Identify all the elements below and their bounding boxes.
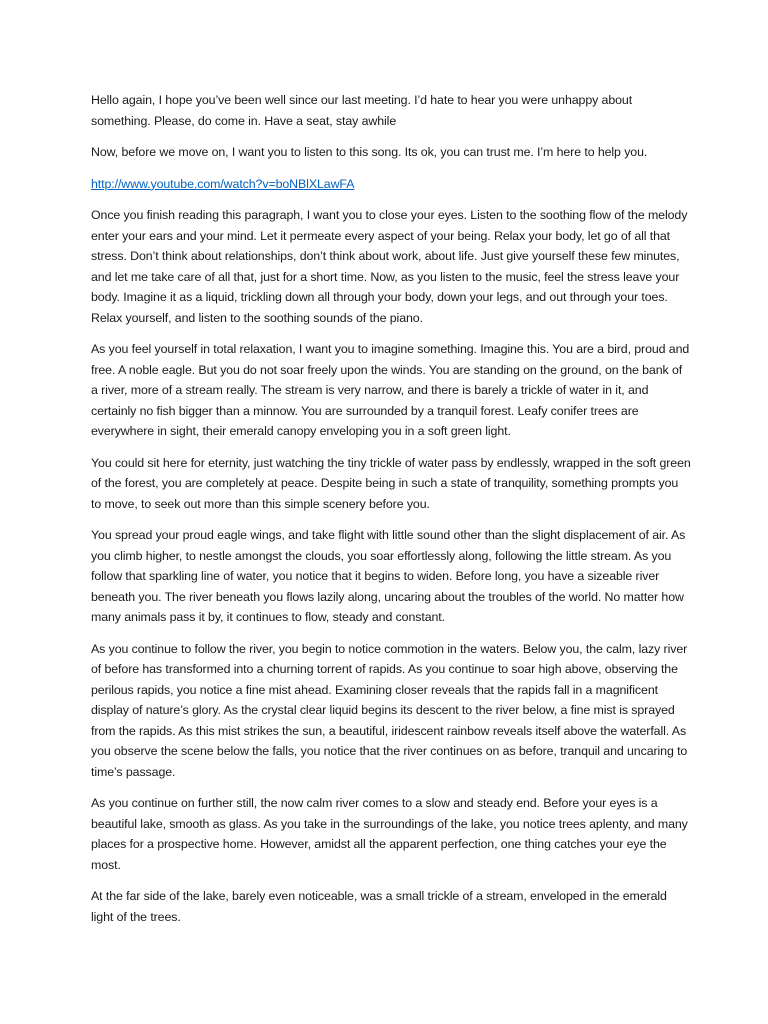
- paragraph-flight: You spread your proud eagle wings, and take flight with little sound other than the slight displacement of air. As you climb higher, to nestle amongst the clouds, you soar effortlessly along, following the little stream. As you follow that sparkling line of water, you notice that it begins to widen. Before long, you have a sizeable river beneath you. The river beneath you flows lazily along, uncaring about the troubles of the world. No matter how many animals pass it by, it continues to flow, steady and constant.: [91, 528, 686, 624]
- paragraph-bird: As you feel yourself in total relaxation, I want you to imagine something. Imagine this. You are a bird, proud and free. A noble eagle. But you do not soar freely upon the winds. You are standing on the ground, on the bank of a river, more of a stream really. The stream is very narrow, and there is barely a trickle of water in it, and certainly no fish bigger than a minnow. You are surrounded by a tranquil forest. Leafy conifer trees are everywhere in sight, their emerald canopy enveloping you in a soft green light.: [91, 342, 690, 438]
- youtube-link[interactable]: http://www.youtube.com/watch?v=boNBlXLawFA: [91, 176, 355, 191]
- paragraph-rapids: As you continue to follow the river, you begin to notice commotion in the waters. Below you, the calm, lazy river of before has transformed into a churning torrent of rapids. As you continue to soar high above, observing the perilous rapids, you notice a fine mist ahead. Examining closer reveals that the rapids fall in a magnificent display of nature’s glory. As the crystal clear liquid begins its descent to the river below, a fine mist is sprayed from the rapids. As this mist strikes the sun, a beautiful, iridescent rainbow reveals itself above the waterfall. As you observe the scene below the falls, you notice that the river continues on as before, tranquil and uncaring to time’s passage.: [91, 641, 688, 779]
- paragraph-greeting: Hello again, I hope you’ve been well since our last meeting. I’d hate to hear you were unhappy about something. Please, do come in. Have a seat, stay awhile: [91, 93, 633, 128]
- paragraph-relax: Once you finish reading this paragraph, I want you to close your eyes. Listen to the soothing flow of the melody enter your ears and your mind. Let it permeate every aspect of your being. Relax your body, let go of all that stress. Don’t think about relationships, don’t think about work, about life. Just give yourself these few minutes, and let me take care of all that, just for a short time. Now, as you listen to the music, feel the stress leave your body. Imagine it as a liquid, trickling down all through your body, down your legs, and out through your toes. Relax yourself, and listen to the soothing sounds of the piano.: [91, 208, 688, 325]
- paragraph-eternity: You could sit here for eternity, just watching the tiny trickle of water pass by endlessly, wrapped in the soft green of the forest, you are completely at peace. Despite being in such a state of tranquility, something prompts you to move, to seek out more than this simple scenery before you.: [91, 455, 691, 511]
- document-page: [91, 90, 691, 938]
- paragraph-lake: As you continue on further still, the now calm river comes to a slow and steady end. Before your eyes is a beautiful lake, smooth as glass. As you take in the surroundings of the lake, you notice trees aplenty, and many places for a prospective home. However, amidst all the apparent perfection, one thing catches your eye the most.: [91, 796, 688, 872]
- paragraph-stream: At the far side of the lake, barely even noticeable, was a small trickle of a stream, enveloped in the emerald light of the trees.: [91, 889, 667, 924]
- link-paragraph: [91, 174, 691, 195]
- paragraph-song-intro: Now, before we move on, I want you to listen to this song. Its ok, you can trust me. I’m here to help you.: [91, 145, 648, 159]
